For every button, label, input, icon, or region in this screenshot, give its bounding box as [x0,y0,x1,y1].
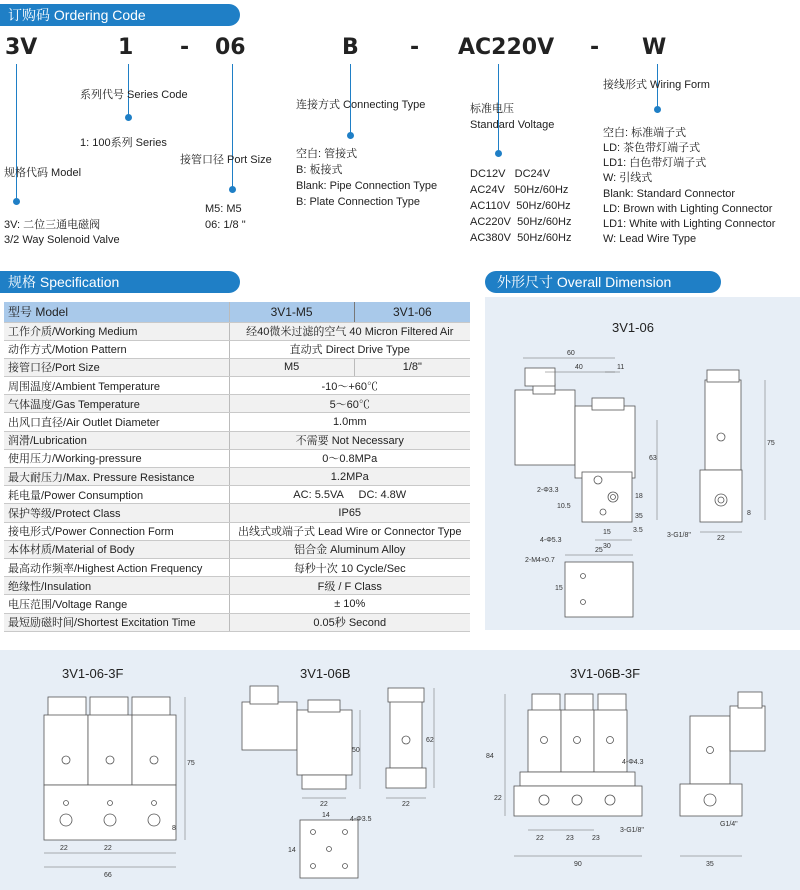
dim-label: 2-M4×0.7 [525,557,555,564]
code-part-wiring: W [642,35,667,60]
model-item: 3V: 二位三通电磁阀 [4,219,101,231]
row-value: -10～+60℃ [229,377,470,395]
table-row [4,413,470,431]
row-value: 直动式 Direct Drive Type [229,340,470,358]
dim-label: 25 [595,547,603,554]
code-part-series-type: 3V [5,35,38,60]
dim-label: 84 [486,753,494,760]
wiring-item: W: 引线式 [603,172,653,184]
row-label: 润滑/Lubrication [4,431,229,449]
code-part-voltage: AC220V [458,35,555,60]
port-item: M5: M5 [205,203,242,215]
drawing-3v1-06b-3f [480,680,800,885]
dim-label: 35 [635,513,643,520]
wiring-item: LD: Brown with Lighting Connector [603,203,773,215]
dim-label: 75 [187,760,195,767]
dim-label: 62 [426,737,434,744]
drawing-title-3v1-06-3f: 3V1-06-3F [62,666,124,681]
row-label: 气体温度/Gas Temperature [4,395,229,413]
row-label: 使用压力/Working-pressure [4,449,229,467]
specification-table [4,302,470,632]
dim-label: 3-G1/8" [620,827,644,834]
wiring-item: Blank: Standard Connector [603,188,736,200]
dim-label: 22 [717,535,725,542]
dim-label: 50 [352,747,360,754]
dim-label: 15 [603,529,611,536]
row-label: 耗电量/Power Consumption [4,486,229,504]
dim-label: 22 [402,801,410,808]
connector-dot [495,150,502,157]
voltage-item: AC220V 50Hz/60Hz [470,216,572,228]
connection-item: 空白: 管接式 [296,148,358,160]
row-value: F级 / F Class [229,577,470,595]
drawing-3v1-06 [485,340,800,630]
dim-label: 66 [104,872,112,879]
table-row [4,431,470,449]
dim-label: 75 [767,440,775,447]
dim-label: 23 [592,835,600,842]
wiring-title: 接线形式 Wiring Form [603,79,710,91]
row-value: 0.05秒 Second [229,613,470,631]
voltage-item: DC12V DC24V [470,168,551,180]
drawing-title-3v1-06b-3f: 3V1-06B-3F [570,666,641,681]
row-value: AC: 5.5VA DC: 4.8W [229,486,470,504]
dim-label: 15 [555,585,563,592]
table-row [4,540,470,558]
row-label: 本体材质/Material of Body [4,540,229,558]
row-value: M5 [229,358,354,376]
table-row [4,395,470,413]
dim-label: 63 [649,455,657,462]
dim-label: 18 [635,493,643,500]
dim-label: 22 [104,845,112,852]
row-label: 最大耐压力/Max. Pressure Resistance [4,468,229,486]
row-value: 5～60℃ [229,395,470,413]
row-value: IP65 [229,504,470,522]
dim-label: 22 [536,835,544,842]
row-label: 电压范围/Voltage Range [4,595,229,613]
table-row [4,486,470,504]
model-item: 3/2 Way Solenoid Valve [4,234,120,246]
wiring-item: LD: 茶色带灯端子式 [603,142,701,154]
voltage-item: AC24V 50Hz/60Hz [470,184,569,196]
row-label: 绝缘性/Insulation [4,577,229,595]
table-row [4,322,470,340]
voltage-item: AC110V 50Hz/60Hz [470,200,571,212]
connector-dot [13,198,20,205]
dim-label: G1/4" [720,821,738,828]
dim-label: 22 [494,795,502,802]
row-value: ± 10% [229,595,470,613]
row-value: 1/8" [354,358,470,376]
row-label: 出风口直径/Air Outlet Diameter [4,413,229,431]
col-model: 型号 Model [4,302,229,322]
dim-label: 35 [706,861,714,868]
code-part-connection: B [342,35,359,60]
dim-label: 14 [288,847,296,854]
row-value: 每秒十次 10 Cycle/Sec [229,558,470,576]
voltage-title-en: Standard Voltage [470,119,555,131]
table-row [4,522,470,540]
drawing-title-3v1-06b: 3V1-06B [300,666,351,681]
connection-item: B: 板接式 [296,164,343,176]
dim-label: 3-G1/8" [667,532,691,539]
connector-dot [654,106,661,113]
dim-label: 30 [603,543,611,550]
dim-label: 90 [574,861,582,868]
code-part-port: 06 [215,35,246,60]
row-value: 铝合金 Aluminum Alloy [229,540,470,558]
table-row [4,504,470,522]
dim-label: 22 [60,845,68,852]
dim-label: 4-Φ4.3 [622,759,644,766]
wiring-item: LD1: White with Lighting Connector [603,218,776,230]
drawing-3v1-06b [230,680,450,885]
wiring-item: W: Lead Wire Type [603,233,697,245]
row-label: 最高动作频率/Highest Action Frequency [4,558,229,576]
wiring-item: 空白: 标准端子式 [603,127,687,139]
table-row [4,449,470,467]
connector-dot [229,186,236,193]
drawing-title-3v1-06: 3V1-06 [612,320,654,335]
col-3v1-06: 3V1-06 [354,302,470,322]
connection-item: Blank: Pipe Connection Type [296,180,438,192]
row-value: 不需要 Not Necessary [229,431,470,449]
overall-dimension-header: 外形尺寸 Overall Dimension [485,271,721,293]
row-label: 接管口径/Port Size [4,358,229,376]
col-3v1-m5: 3V1-M5 [229,302,354,322]
row-value: 1.2MPa [229,468,470,486]
dim-label: 8 [747,510,751,517]
connector-line [232,64,233,188]
dim-label: 22 [320,801,328,808]
connector-dot [125,114,132,121]
series-title: 系列代号 Series Code [80,89,188,101]
row-label: 周围温度/Ambient Temperature [4,377,229,395]
table-row [4,595,470,613]
dim-label: 14 [322,812,330,819]
dim-label: 40 [575,364,583,371]
drawing-3v1-06-3f [20,685,200,885]
table-header-row [4,302,470,322]
voltage-item: AC380V 50Hz/60Hz [470,232,572,244]
code-part-series-no: 1 [118,35,134,60]
ordering-code-header: 订购码 Ordering Code [0,4,240,26]
dim-label: 60 [567,350,575,357]
dim-label: 23 [566,835,574,842]
dim-label: 4-Φ3.5 [350,816,372,823]
code-dash: - [590,35,600,60]
row-value: 1.0mm [229,413,470,431]
row-label: 工作介质/Working Medium [4,322,229,340]
dim-label: 8 [172,825,176,832]
dim-label: 2-Φ3.3 [537,487,559,494]
connection-item: B: Plate Connection Type [296,196,420,208]
row-label: 接电形式/Power Connection Form [4,522,229,540]
dim-label: 11 [617,364,625,371]
row-label: 保护等级/Protect Class [4,504,229,522]
row-value: 0～0.8MPa [229,449,470,467]
row-value: 出线式或端子式 Lead Wire or Connector Type [229,522,470,540]
port-title: 接管口径 Port Size [180,154,272,166]
wiring-item: LD1: 白色带灯端子式 [603,157,707,169]
connection-title: 连接方式 Connecting Type [296,99,426,111]
row-value: 经40微米过滤的空气 40 Micron Filtered Air [229,322,470,340]
specification-header: 规格 Specification [0,271,240,293]
model-title: 规格代码 Model [4,167,82,179]
row-label: 最短励磁时间/Shortest Excitation Time [4,613,229,631]
row-label: 动作方式/Motion Pattern [4,340,229,358]
dim-label: 4-Φ5.3 [540,537,562,544]
port-item: 06: 1/8 " [205,219,246,231]
series-item: 1: 100系列 Series [80,137,167,149]
dim-label: 3.5 [633,527,643,534]
table-row [4,468,470,486]
table-row [4,577,470,595]
connector-dot [347,132,354,139]
code-dash: - [180,35,190,60]
table-row [4,558,470,576]
dim-label: 10.5 [557,503,571,510]
voltage-title-cn: 标准电压 [470,103,514,115]
table-row [4,358,470,376]
table-row [4,340,470,358]
table-row [4,613,470,631]
code-dash: - [410,35,420,60]
table-row [4,377,470,395]
